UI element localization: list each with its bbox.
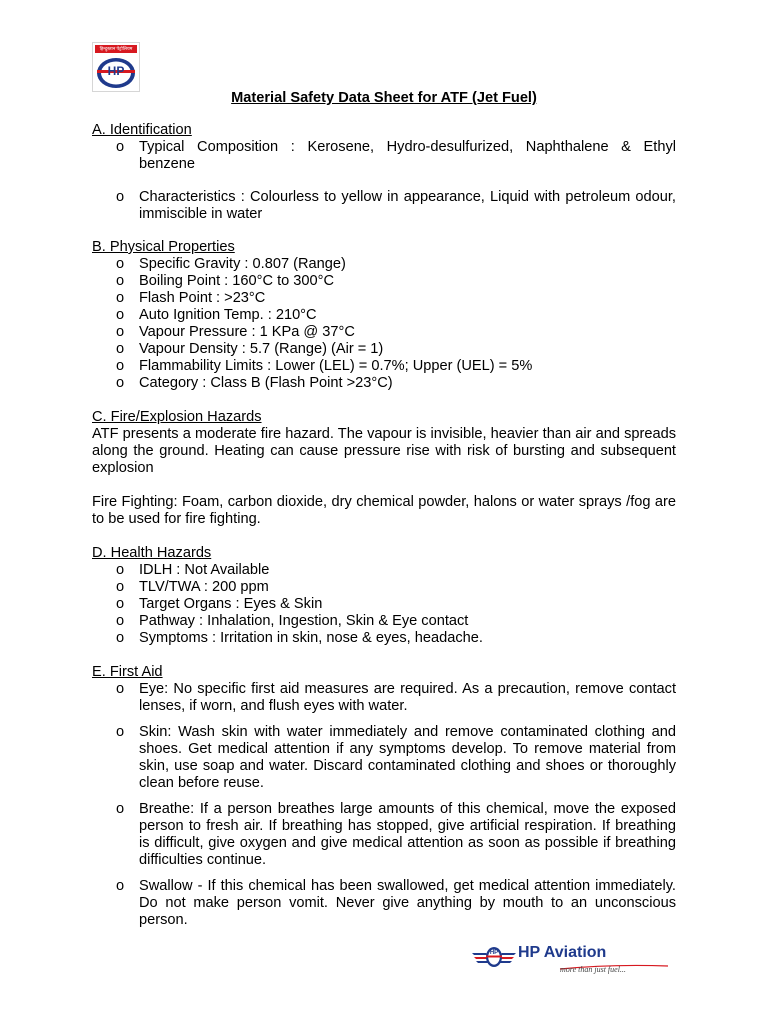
section-fire-explosion-hazards [92,409,676,528]
list-item [116,596,676,613]
section-heading: D. Health Hazards [92,545,212,561]
hp-logo-mark: HP [107,64,125,78]
list-item-text: TLV/TWA : 200 ppm [139,579,269,595]
list-item-text: Eye: No specific first aid measures are required. As a precaution, remove contact lenses, if worn, and flush eyes with water. [139,681,676,714]
list-item-text: Flash Point : >23°C [139,290,266,306]
bullet-marker: o [116,189,125,205]
list-item-text: Auto Ignition Temp. : 210°C [139,307,317,323]
document-body [92,122,676,929]
hp-logo [92,42,140,92]
list-item [116,630,676,647]
bullet-marker: o [116,562,125,578]
document-title: Material Safety Data Sheet for ATF (Jet Fuel) [231,90,537,106]
bullet-marker: o [116,630,125,646]
bullet-marker: o [116,139,125,155]
bullet-marker: o [116,801,125,817]
fire-fighting-paragraph: Fire Fighting: Foam, carbon dioxide, dry chemical powder, halons or water sprays /fog are to be used for fire fighting. [92,494,676,527]
list-item [116,139,676,173]
list-item-text: Skin: Wash skin with water immediately and remove contaminated clothing and shoes. Get medical attention if any symptoms develop. To remove material from skin, use soap and water. Discard contaminated clothing and shoes or thoroughly clean before reuse. [139,724,676,791]
list-item [116,256,676,273]
bullet-marker: o [116,273,125,289]
list-item-text: Target Organs : Eyes & Skin [139,596,323,612]
bullet-marker: o [116,579,125,595]
hp-logo-banner-text: हिन्दुस्तान पेट्रोलियम [99,45,133,51]
list-item-text: Boiling Point : 160°C to 300°C [139,273,335,289]
hp-aviation-brand: HP Aviation [518,944,607,961]
list-item-text: Vapour Pressure : 1 KPa @ 37°C [139,324,355,340]
bullet-marker: o [116,596,125,612]
section-heading: C. Fire/Explosion Hazards [92,409,262,425]
list-item [116,878,676,929]
bullet-marker: o [116,878,125,894]
section-heading: B. Physical Properties [92,239,235,255]
list-item-text: Typical Composition : Kerosene, Hydro-desulfurized, Naphthalene & Ethyl benzene [139,139,676,172]
list-item [116,324,676,341]
list-item-text: Pathway : Inhalation, Ingestion, Skin & Eye contact [139,613,469,629]
section-heading: E. First Aid [92,664,163,680]
list-item-text: Characteristics : Colourless to yellow in appearance, Liquid with petroleum odour, immiscible in water [139,189,676,222]
list-item [116,724,676,792]
bullet-marker: o [116,358,125,374]
section-identification [92,122,676,223]
section-health-hazards [92,545,676,647]
hp-aviation-tagline: more than just fuel... [560,965,626,974]
identification-list [92,139,676,223]
list-item [116,562,676,579]
list-item-text: Swallow - If this chemical has been swallowed, get medical attention immediately. Do not make person vomit. Never give anything by mouth to an unconscious person. [139,878,676,928]
list-item [116,307,676,324]
hp-aviation-logo [472,942,672,972]
list-item [116,290,676,307]
section-first-aid [92,664,676,929]
list-item [116,613,676,630]
section-heading: A. Identification [92,122,192,138]
bullet-marker: o [116,324,125,340]
bullet-marker: o [116,256,125,272]
bullet-marker: o [116,307,125,323]
first-aid-list [92,681,676,929]
list-item [116,189,676,223]
list-item-text: IDLH : Not Available [139,562,270,578]
list-item [116,273,676,290]
list-item [116,681,676,715]
physical-properties-list [92,256,676,392]
bullet-marker: o [116,341,125,357]
fire-hazard-paragraph: ATF presents a moderate fire hazard. The vapour is invisible, heavier than air and spreads along the ground. Heating can cause pressure rise with risk of bursting and subsequent explosion [92,426,676,476]
list-item [116,579,676,596]
list-item-text: Flammability Limits : Lower (LEL) = 0.7%; Upper (UEL) = 5% [139,358,533,374]
list-item-text: Breathe: If a person breathes large amounts of this chemical, move the exposed person to fresh air. If breathing has stopped, give artificial respiration. If breathing is difficult, give oxygen and give medical attention as soon as possible if breathing difficulties continue. [139,801,676,868]
list-item-text: Vapour Density : 5.7 (Range) (Air = 1) [139,341,384,357]
list-item [116,358,676,375]
hp-aviation-emblem-mark: HP [489,950,499,956]
section-physical-properties [92,239,676,392]
bullet-marker: o [116,681,125,697]
list-item-text: Symptoms : Irritation in skin, nose & eyes, headache. [139,630,483,646]
list-item [116,375,676,392]
list-item [116,801,676,869]
bullet-marker: o [116,724,125,740]
bullet-marker: o [116,290,125,306]
list-item-text: Category : Class B (Flash Point >23°C) [139,375,393,391]
bullet-marker: o [116,375,125,391]
list-item [116,341,676,358]
bullet-marker: o [116,613,125,629]
list-item-text: Specific Gravity : 0.807 (Range) [139,256,346,272]
health-hazards-list [92,562,676,647]
